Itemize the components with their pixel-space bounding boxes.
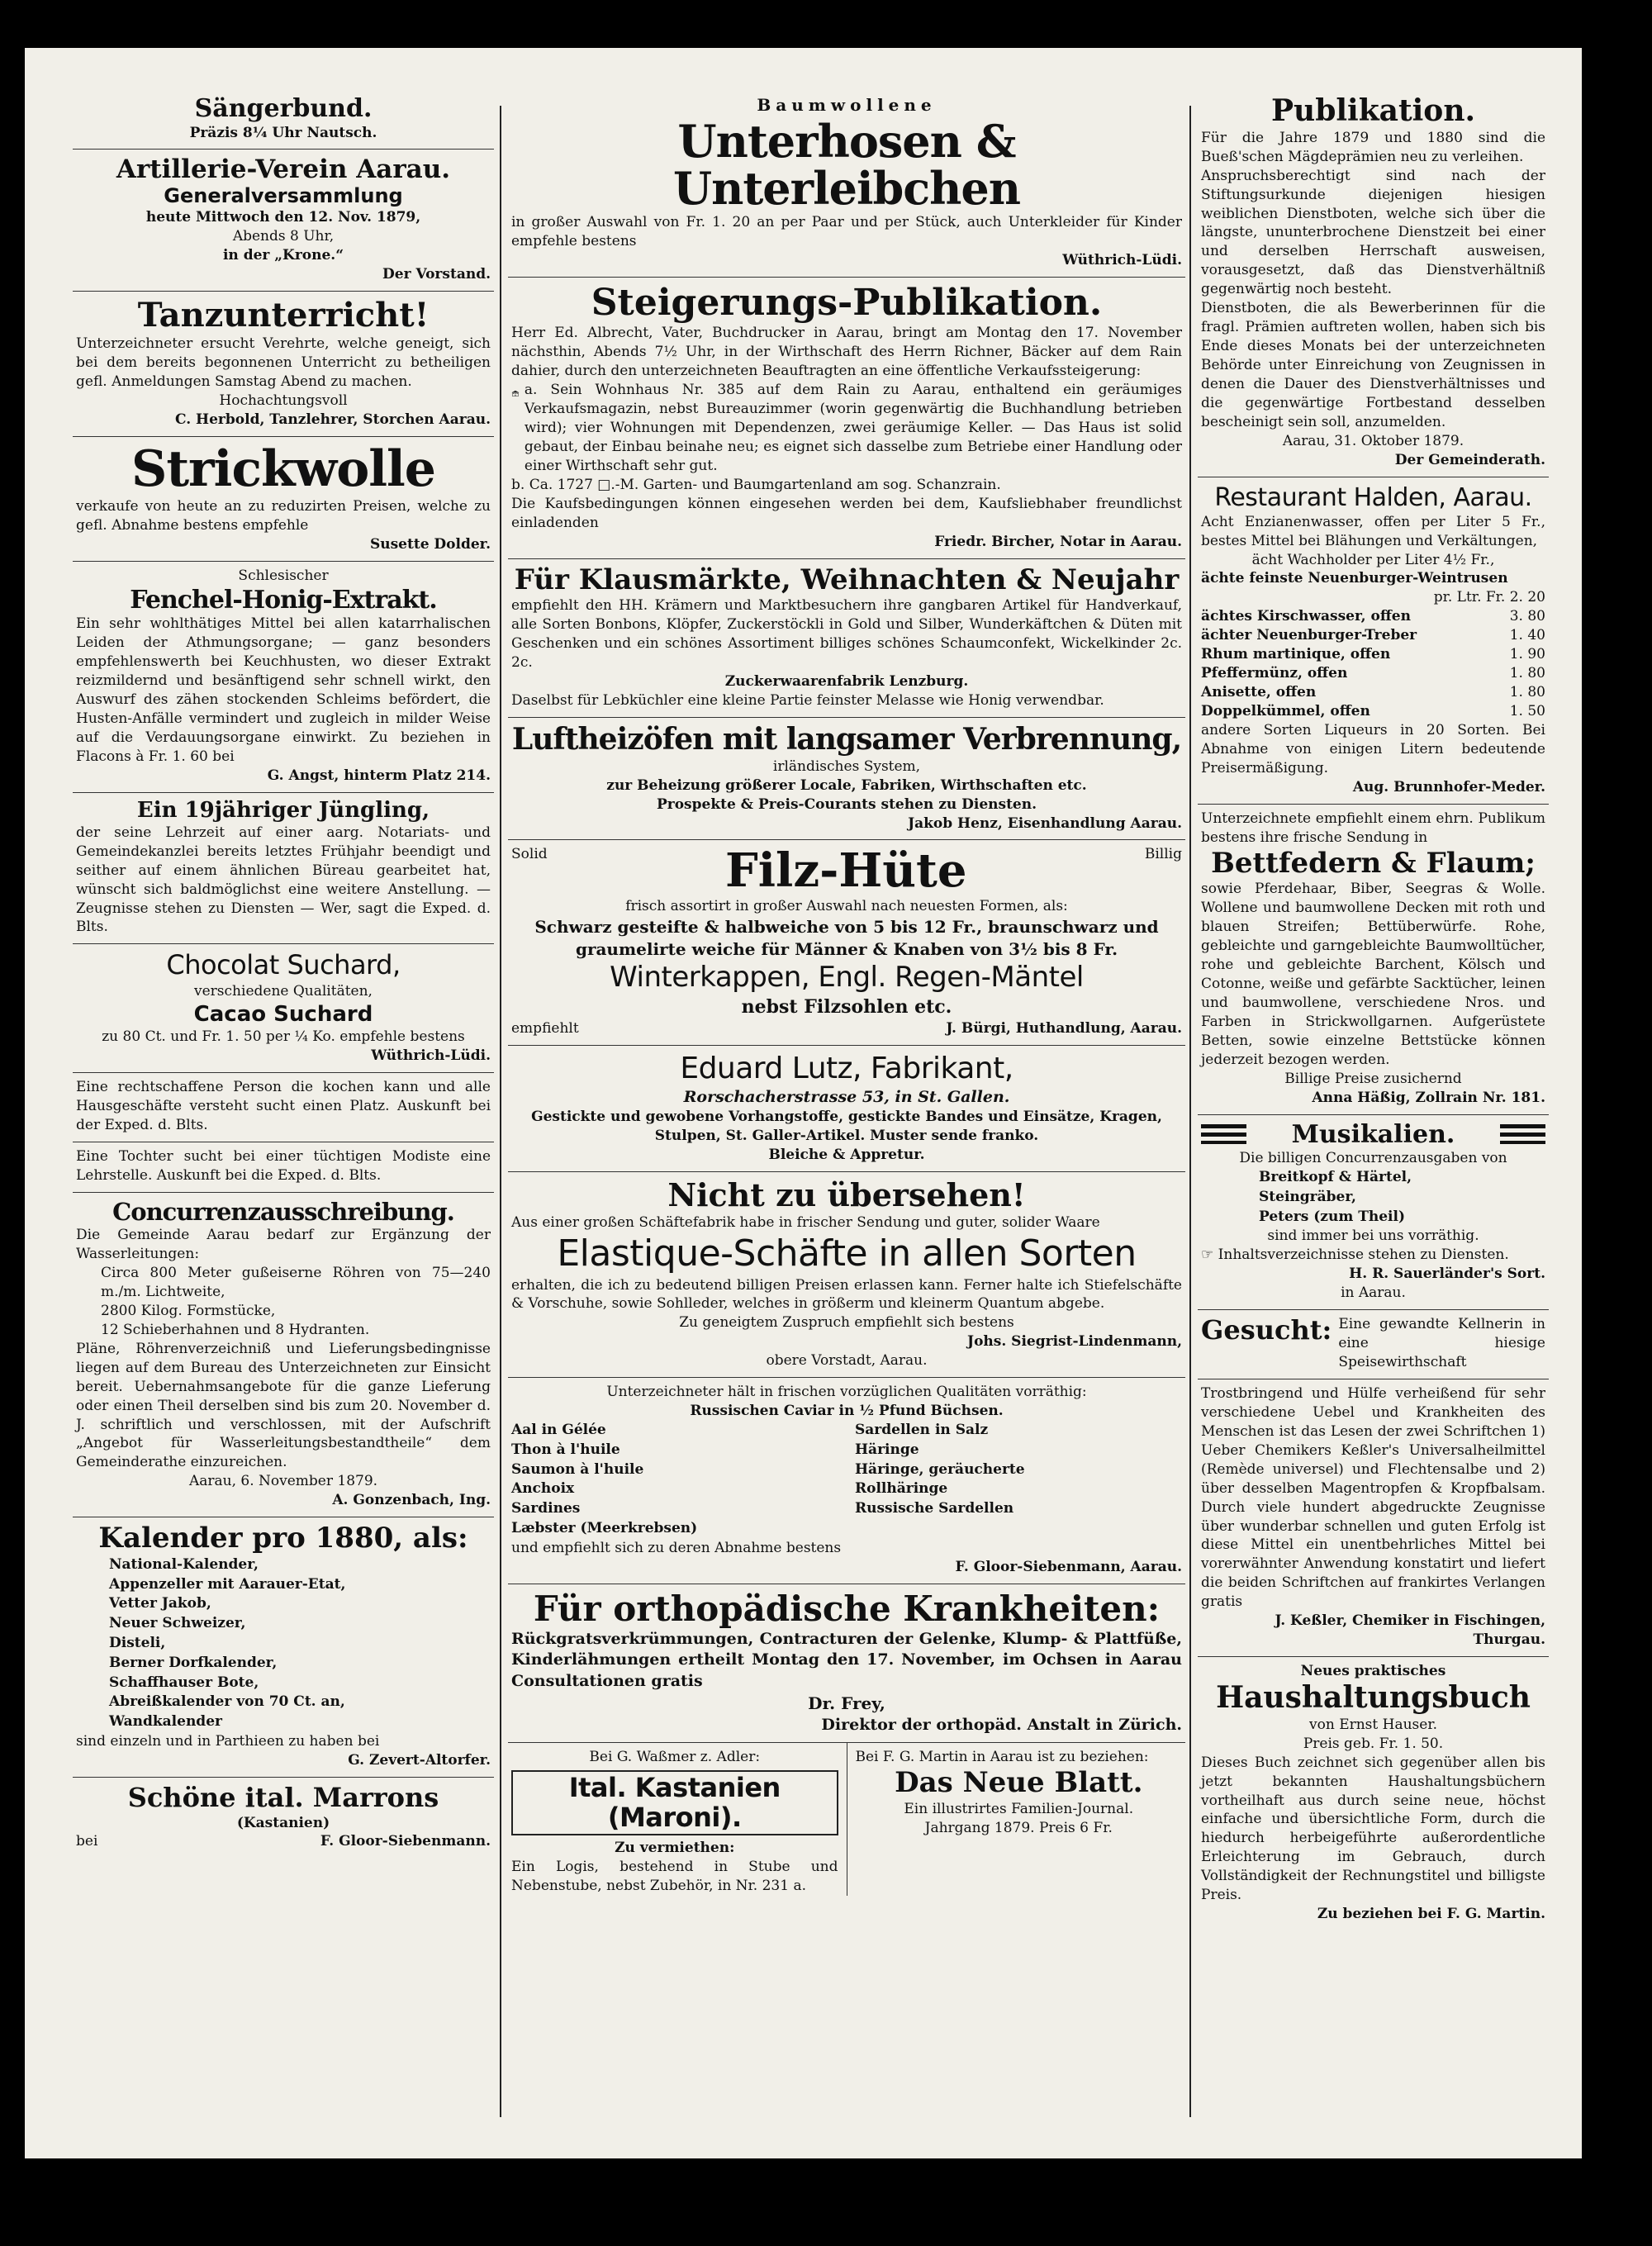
ad-signature: Zuckerwaarenfabrik Lenzburg. [724, 673, 969, 691]
column-rule [500, 106, 501, 2117]
ad-kalender [73, 1517, 494, 1778]
ad-line: Bleiche & Appretur. [768, 1147, 925, 1164]
ad-line: verschiedene Qualitäten, [194, 982, 373, 1000]
ad-artillerie [73, 150, 494, 292]
ad-title-row [1201, 1119, 1545, 1149]
ad-body: sind einzeln und in Parthieen zu haben bei [76, 1733, 380, 1750]
list-item: Saumon à l'huile [511, 1460, 644, 1478]
list-item: Häringe, geräucherte [855, 1460, 1025, 1478]
ad-pair [508, 1743, 1185, 1895]
ad-title: Musikalien. [1291, 1119, 1455, 1149]
ad-haushaltungsbuch [1198, 1657, 1549, 1930]
ad-line: nebst Filzsohlen etc. [741, 995, 952, 1018]
list-item: Sardellen in Salz [855, 1422, 989, 1439]
list-item: Russische Sardellen [855, 1500, 1014, 1517]
ad-line: Ein illustrirtes Familien-Journal. [904, 1801, 1134, 1817]
ad-body: Eine rechtschaffene Person die kochen kann und alle Hausgeschäfte versteht sucht einen Platz. Auskunft bei der Exped. d. Blts. [76, 1079, 491, 1133]
ad-pre: Bei F. G. Martin in Aarau ist zu beziehen: [855, 1749, 1149, 1766]
ad-signature: H. R. Sauerländer's Sort. [1349, 1265, 1545, 1283]
ad-title: Russischen Caviar in ½ Pfund Büchsen. [690, 1403, 1004, 1420]
ad-body-with-icon [511, 381, 1182, 476]
ad-signature: C. Herbold, Tanzlehrer, Storchen Aarau. [174, 411, 491, 428]
ad-title: Steigerungs-Publikation. [591, 282, 1103, 325]
ad-signature-2: Direktor der orthopäd. Anstalt in Zürich. [821, 1715, 1182, 1734]
ad-line: heute Mittwoch den 12. Nov. 1879, [145, 209, 421, 226]
ad-signature: Aug. Brunnhofer-Meder. [1352, 778, 1545, 795]
ad-signature: G. Zevert-Altorfer. [348, 1752, 491, 1769]
ad-body: andere Sorten Liqueurs in 20 Sorten. Bei Abnahme von einigen Litern bedeutende Preisermäßigung. [1201, 721, 1545, 776]
ad-line: frisch assortirt in großer Auswahl nach neuesten Formen, als: [625, 898, 1068, 915]
price-value: 1. 80 [1509, 665, 1545, 682]
ad-signature: Wüthrich-Lüdi. [1062, 252, 1182, 269]
ad-title: Bettfedern & Flaum; [1211, 846, 1536, 880]
ad-item: Circa 800 Meter gußeiserne Röhren von 75—240 m./m. Lichtweite, [101, 1265, 491, 1300]
ad-line: Prospekte & Preis-Courants stehen zu Diensten. [656, 795, 1037, 813]
list-item: Wandkalender [109, 1713, 222, 1731]
ad-title: Tanzunterricht! [137, 296, 430, 335]
ad-body: Für die Jahre 1879 und 1880 sind die Bueß'schen Mägdeprämien neu zu verleihen. [1201, 129, 1545, 165]
list-item: Rollhäringe [855, 1480, 948, 1498]
list-item: Anchoix [511, 1480, 575, 1498]
ad-pre: Bei G. Waßmer z. Adler: [589, 1749, 761, 1766]
ad-title: Luftheizöfen mit langsamer Verbrennung, [511, 721, 1182, 757]
ad-pre: Baumwollene [757, 95, 937, 115]
ad-title: Artillerie-Verein Aarau. [116, 154, 451, 185]
ad-title: Kalender pro 1880, als: [98, 1522, 468, 1555]
ad-line: zur Beheizung größerer Locale, Fabriken, Wirthschaften etc. [606, 776, 1087, 794]
list-item: Breitkopf & Härtel, [1259, 1168, 1412, 1185]
ad-body: empfiehlt den HH. Krämern und Marktbesuchern ihre gangbaren Artikel für Handverkauf, alle Sorten Bonbons, Klöpfer, Zuckerstöckli in Gold und Silber, Wunderkäftchen & Düten mit Geschenken und ein schönes Assortiment billiges schönes Schaumconfekt, Wickelkinder 2c. 2c. [511, 597, 1182, 672]
ad-trostbringend [1198, 1379, 1549, 1657]
price-value: 1. 40 [1509, 627, 1545, 644]
ad-body: Unterzeichneter ersucht Verehrte, welche geneigt, sich bei dem bereits begonnenen Unterricht zu betheiligen gefl. Anmeldungen Samstag Abend zu machen. [76, 335, 491, 390]
column-left [73, 89, 494, 1858]
ad-signature: F. Gloor-Siebenmann, Aarau. [955, 1558, 1182, 1575]
ad-line: Schwarz gesteifte & halbweiche von 5 bis 12 Fr., braunschwarz und graumelirte weiche für Männer & Knaben von 3½ bis 8 Fr. [534, 917, 1159, 960]
ad-body: Acht Enzianenwasser, offen per Liter 5 Fr., bestes Mittel bei Blähungen und Verkältungen, [1201, 513, 1545, 549]
column-rule [1189, 106, 1191, 2117]
ad-line: Gestickte und gewobene Vorhangstoffe, gestickte Bandes und Einsätze, Kragen, Stulpen, St. Galler-Artikel. Muster sende franko. [531, 1109, 1162, 1145]
column-right [1198, 89, 1549, 1930]
list-item: Aal in Gélée [511, 1422, 606, 1439]
ad-line: ächte feinste Neuenburger-Weintrusen [1201, 570, 1508, 587]
table-row [1201, 626, 1545, 645]
price-value: 1. 90 [1509, 646, 1545, 663]
ornament-bars-icon [1500, 1124, 1545, 1144]
ad-line: irländisches System, [772, 757, 921, 775]
ad-body: Trostbringend und Hülfe verheißend für sehr verschiedene Uebel und Krankheiten des Menschen ist das Lesen der zwei Schriftchen 1) Ueber Chemikers Keßler's Universalheilmittel (Remède universel) und Flechtensalbe und 2) über desselben Magentropfen & Kropfbalsam. Durch viele hundert abgedruckte Zeugnisse über wunderbar schnellen und guten Erfolg ist diese Mittel ein unentbehrliches Mittel bei vorerwähnter Anwendung konstatirt und liefert die beiden Schriftchen auf frankirtes Verlangen gratis [1201, 1384, 1545, 1611]
house-icon [511, 381, 520, 406]
ad-filzhuete [508, 840, 1185, 1046]
ad-halden [1198, 477, 1549, 805]
price-value: 1. 80 [1509, 684, 1545, 701]
ad-person [73, 1073, 494, 1142]
ad-line: Abends 8 Uhr, [232, 228, 335, 245]
table-row [1201, 664, 1545, 683]
ad-signature: Friedr. Bircher, Notar in Aarau. [934, 533, 1182, 550]
ad-nicht-uebersehen [508, 1172, 1185, 1378]
list-item: Thon à l'huile [511, 1441, 620, 1458]
column-middle [508, 89, 1185, 1896]
ad-body: erhalten, die ich zu bedeutend billigen Preisen erlassen kann. Ferner halte ich Stiefelschäfte & Vorschuhe, sowie Sohlleder, welches in größerm und kleinerm Quantum abgebe. [511, 1276, 1182, 1313]
price-value: pr. Ltr. Fr. 2. 20 [1433, 589, 1545, 606]
ad-body: Dieses Buch zeichnet sich gegenüber allen bis jetzt bekannten Haushaltungsbüchern vortheilhaft aus durch seine neue, höchst einfache und übersichtliche Form, durch die hiedurch herbeigeführte außerordentliche Erleichterung im Gebrauch, durch Vollständigkeit der Rechnungstitel und billigste Preis. [1201, 1754, 1545, 1904]
ad-strickwolle [73, 437, 494, 562]
ad-signature: Anna Häßig, Zollrain Nr. 181. [1312, 1089, 1545, 1106]
ad-concurrenz [73, 1193, 494, 1518]
ad-suchard [73, 944, 494, 1073]
ad-address: in Aarau. [1341, 1284, 1406, 1302]
table-row [1201, 702, 1545, 721]
ad-address: obere Vorstadt, Aarau. [766, 1352, 928, 1370]
ad-line: Jahrgang 1879. Preis 6 Fr. [924, 1819, 1113, 1836]
ad-body: und empfiehlt sich zu deren Abnahme bestens [511, 1539, 842, 1556]
ad-title: Nicht zu übersehen! [667, 1176, 1026, 1214]
ad-signature: Dr. Frey, [808, 1693, 885, 1713]
ad-pre: empfiehlt [511, 1020, 579, 1038]
ad-signature: A. Gonzenbach, Ing. [332, 1492, 491, 1509]
ad-body: Dienstboten, die als Bewerberinnen für die fragl. Prämien auftreten wollen, haben sich bis Ende dieses Monats bei der unterzeichneten Behörde unter Einreichung von Zeugnissen in denen die Dauer des Dienstverhältnisses und die gegenwärtige Fortbestand desselben bescheinigt sein soll, anzumelden. [1201, 300, 1545, 430]
ad-title-row [511, 845, 1182, 897]
ad-signature: Wüthrich-Lüdi. [371, 1047, 491, 1065]
ad-title: Restaurant Halden, Aarau. [1214, 482, 1532, 512]
ad-body: Aus einer großen Schäftefabrik habe in frischer Sendung und guter, solider Waare [511, 1214, 1100, 1232]
price-item: Rhum martinique, offen [1201, 646, 1391, 663]
ad-title: Sängerbund. [194, 94, 373, 123]
price-value: 3. 80 [1509, 608, 1545, 625]
table-row [1201, 645, 1545, 664]
ad-neue-blatt [847, 1743, 1186, 1895]
ad-date: Aarau, 31. Oktober 1879. [1282, 432, 1464, 449]
ad-body: a. Sein Wohnhaus Nr. 385 auf dem Rain zu Aarau, enthaltend ein geräumiges Verkaufsmagazin, nebst Bureauzimmer (worin gegenwärtig die Buchhandlung betrieben wird); vier Wohnungen mit Dependenzen, zwei geräumige Keller. — Das Haus ist solid gebaut, der Einbau beinahe neu; es eignet sich dasselbe zum Betriebe einer Handlung oder einer Wirthschaft sehr gut. [524, 382, 1182, 474]
list-item: Vetter Jakob, [109, 1595, 211, 1612]
table-row [1201, 607, 1545, 626]
ad-title: Haushaltungsbuch [1216, 1680, 1531, 1715]
list-item: Peters (zum Theil) [1259, 1208, 1406, 1225]
ad-tag: Solid [511, 846, 548, 863]
ad-klausmaerkte [508, 559, 1185, 718]
ad-title: Gesucht: [1201, 1314, 1332, 1346]
ad-tanzunterricht [73, 292, 494, 437]
ad-tag: Billig [1144, 846, 1182, 863]
ad-title: Das Neue Blatt. [895, 1766, 1143, 1800]
ad-item: 2800 Kilog. Formstücke, [101, 1302, 276, 1319]
ad-signature: Der Vorstand. [382, 266, 491, 283]
ad-title: Concurrenzausschreibung. [112, 1197, 454, 1226]
list-item: Appenzeller mit Aarauer-Etat, [109, 1575, 346, 1593]
ad-pre: Neues praktisches [1300, 1663, 1446, 1680]
ad-text: Inhaltsverzeichnisse stehen zu Diensten. [1218, 1246, 1509, 1264]
ad-line: Zu geneigtem Zuspruch empfiehlt sich bestens [679, 1314, 1014, 1332]
ad-body: Unterzeichnete empfiehlt einem ehrn. Publikum bestens ihre frische Sendung in [1201, 810, 1545, 846]
ad-title-2: Elastique-Schäfte in allen Sorten [557, 1232, 1137, 1275]
price-value: 1. 50 [1509, 703, 1545, 720]
price-item: ächtes Kirschwasser, offen [1201, 608, 1411, 625]
ad-title: Chocolat Suchard, [166, 949, 401, 981]
list-item: Abreißkalender von 70 Ct. an, [109, 1693, 345, 1711]
ad-body: Anspruchsberechtigt sind nach der Stiftungsurkunde diejenigen hiesigen weiblichen Dienstboten, welche sich über die längste, ununterbrochene Dienstzeit bei einer und derselben Herrschaft ausweisen, vorausgesetzt, daß das Dienstverhältniß gegenwärtig noch besteht. [1201, 167, 1545, 298]
ad-line: Preis geb. Fr. 1. 50. [1303, 1735, 1444, 1752]
ad-heading: Generalversammlung [164, 183, 403, 207]
ad-body: in großer Auswahl von Fr. 1. 20 an per Paar und per Stück, auch Unterkleider für Kinder empfehle bestens [511, 214, 1182, 250]
ad-signature-row [76, 1832, 491, 1851]
price-item: ächter Neuenburger-Treber [1201, 627, 1417, 644]
list-item: Schaffhauser Bote, [109, 1674, 259, 1691]
ad-musikalien [1198, 1115, 1549, 1311]
ad-line: Rorschacherstrasse 53, in St. Gallen. [683, 1087, 1010, 1106]
ad-gesucht [1198, 1310, 1549, 1379]
ad-signature: Johs. Siegrist-Lindenmann, [967, 1333, 1182, 1351]
ad-title: Strickwolle [131, 439, 435, 498]
ad-line: Die billigen Concurrenzausgaben von [1239, 1150, 1507, 1167]
ad-body: Die Kaufsbedingungen können eingesehen werden bei dem, Kaufsliebhaber freundlichst einladenden [511, 495, 1182, 531]
ad-luftheizoefen [508, 718, 1185, 841]
table-row [1201, 588, 1545, 607]
ad-title: Fenchel-Honig-Extrakt. [130, 585, 437, 615]
ad-body: b. Ca. 1727 □.-M. Garten- und Baumgartenland am sog. Schanzrain. [511, 476, 1001, 493]
ad-subtitle: (Kastanien) [236, 1814, 330, 1831]
ornament-bars-icon [1201, 1124, 1246, 1144]
ad-subtitle: Präzis 8¼ Uhr Nautsch. [189, 124, 377, 141]
ad-signature: Zu beziehen bei F. G. Martin. [1317, 1906, 1545, 1923]
ad-signature: J. Bürgi, Huthandlung, Aarau. [946, 1020, 1182, 1038]
ad-fenchel [73, 562, 494, 793]
ad-tochter [73, 1142, 494, 1193]
price-item: Anisette, offen [1201, 684, 1317, 701]
ad-signature: F. Gloor-Siebenmann. [320, 1833, 491, 1850]
ad-title: Ein 19jähriger Jüngling, [136, 797, 430, 823]
ad-title: Für Klausmärkte, Weihnachten & Neujahr [514, 563, 1180, 596]
ad-body: Ein Logis, bestehend in Stube und Nebenstube, nebst Zubehör, in Nr. 231 a. [511, 1858, 838, 1894]
pointing-hand-icon: ☞ [1201, 1246, 1218, 1264]
list-item: Berner Dorfkalender, [109, 1654, 278, 1671]
ad-line [1201, 1246, 1545, 1265]
ad-title: Publikation. [1270, 93, 1476, 128]
ad-juengling [73, 793, 494, 945]
ad-body: verkaufe von heute an zu reduzirten Preisen, welche zu gefl. Abnahme bestens empfehle [76, 497, 491, 534]
product-list [511, 1421, 1182, 1539]
publisher-list [1201, 1168, 1545, 1227]
ad-line: in der „Krone.“ [222, 247, 344, 264]
newspaper-page [25, 48, 1582, 2158]
ad-date: Aarau, 6. November 1879. [188, 1473, 378, 1490]
ad-signature: Jakob Henz, Eisenhandlung Aarau. [908, 814, 1182, 832]
list-item: Sardines [511, 1500, 581, 1517]
ad-signature: J. Keßler, Chemiker in Fischingen, Thurgau. [1275, 1612, 1545, 1649]
list-item: National-Kalender, [109, 1555, 259, 1573]
kalender-list [76, 1555, 491, 1732]
ad-title: Für orthopädische Krankheiten: [533, 1588, 1161, 1629]
ad-line: zu 80 Ct. und Fr. 1. 50 per ¼ Ko. empfehle bestens [102, 1028, 465, 1046]
list-item: Disteli, [109, 1635, 166, 1652]
ad-line: Unterzeichneter hält in frischen vorzüglichen Qualitäten vorräthig: [606, 1384, 1087, 1401]
ad-title-2: Cacao Suchard [193, 1001, 373, 1027]
list-item: Læbster (Meerkrebsen) [511, 1520, 698, 1537]
ad-line: von Ernst Hauser. [1309, 1716, 1437, 1733]
ad-caviar [508, 1378, 1185, 1584]
price-item: Pfeffermünz, offen [1201, 665, 1348, 682]
price-list [1201, 588, 1545, 721]
ad-title: Schöne ital. Marrons [127, 1781, 439, 1813]
ad-body: sowie Pferdehaar, Biber, Seegras & Wolle. Wollene und baumwollene Decken mit roth und blauen Streifen; Bettüberwürfe. Rohe, gebleichte und garngebleichte Baumwolltücher, rohe und gebleichte Barchent, Kölsch und Cotonne, weiße und gefärbte Sacktücher, leinen und baumwollene, verschiedene Nros. und Farben in Strickwollgarnen. Aufgerüstete Betten, sowie einzelne Bettstücke können jederzeit bezogen werden. [1201, 881, 1545, 1068]
ad-heading: Zu vermiethen: [615, 1839, 735, 1856]
ad-signature: G. Angst, hinterm Platz 214. [267, 767, 491, 784]
ad-orthopaedisch [508, 1584, 1185, 1744]
ad-bettfedern [1198, 805, 1549, 1115]
ad-lutz [508, 1046, 1185, 1172]
list-item: Häringe [855, 1441, 919, 1458]
ad-line: ächt Wachholder per Liter 4½ Fr., [1251, 551, 1495, 568]
table-row [1201, 683, 1545, 702]
ad-body: Herr Ed. Albrecht, Vater, Buchdrucker in Aarau, bringt am Montag den 17. November nächsthin, Abends 7½ Uhr, in der Wirthschaft des Herrn Richner, Bäcker auf dem Rain dahier, durch den unterzeichneten Beauftragten an eine öffentliche Verkaufssteigerung: [511, 325, 1182, 380]
ad-publikation [1198, 89, 1549, 477]
ad-body: Eine gewandte Kellnerin in eine hiesige Speisewirthschaft [1338, 1316, 1545, 1370]
ad-title: Unterhosen & Unterleibchen [672, 115, 1020, 215]
ad-signature: Susette Dolder. [369, 535, 491, 553]
ad-body: Die Gemeinde Aarau bedarf zur Ergänzung der Wasserleitungen: [76, 1227, 491, 1263]
ad-body: Ein sehr wohlthätiges Mittel bei allen katarrhalischen Leiden der Athmungsorgane; — ganz besonders empfehlenswerth bei Keuchhusten, wo dieser Extrakt reizmildernd und besänftigend sehr schnell wirkt, den Auswurf des zähen stockenden Schleims befördert, die Husten-Anfälle vermindert und zugleich in milder Weise auf die Verdauungsorgane einwirkt. Zu beziehen in Flacons à Fr. 1. 60 bei [76, 615, 491, 765]
ad-marrons [73, 1778, 494, 1858]
ad-steigerung [508, 278, 1185, 558]
ad-unterhosen [508, 89, 1185, 278]
ad-pre: Schlesischer [238, 567, 329, 584]
ad-title-2: Winterkappen, Engl. Regen-Mäntel [610, 961, 1084, 995]
ad-title: Eduard Lutz, Fabrikant, [680, 1052, 1014, 1086]
ad-line: Billige Preise zusichernd [1284, 1070, 1462, 1087]
ad-body: Rückgratsverkrümmungen, Contracturen der Gelenke, Klump- & Plattfüße, Kinderlähmungen ertheilt Montag den 17. November, im Ochsen in Aarau Consultationen gratis [511, 1629, 1182, 1691]
list-item: Steingräber, [1259, 1188, 1356, 1205]
ad-item: 12 Schieberhahnen und 8 Hydranten. [101, 1321, 370, 1338]
ad-signature: Der Gemeinderath. [1394, 451, 1545, 468]
ad-signature-row [511, 1019, 1182, 1038]
ad-line: sind immer bei uns vorräthig. [1267, 1227, 1479, 1245]
ad-body: Eine Tochter sucht bei einer tüchtigen Modiste eine Lehrstelle. Auskunft bei die Exped. d. Blts. [76, 1147, 491, 1184]
ad-title: Filz-Hüte [725, 843, 967, 899]
ad-body: der seine Lehrzeit auf einer aarg. Notariats- und Gemeindekanzlei bereits letztes Frühjahr beendigt und seither auf einem ähnlichen Büreau gearbeitet hat, wünscht sich baldmöglichst eine weitere Anstellung. — Zeugnisse stehen zu Diensten — Wer, sagt die Exped. d. Blts. [76, 824, 491, 936]
ad-saengerbund [73, 89, 494, 150]
ad-maroni [508, 1743, 847, 1895]
ad-body: Daselbst für Lebküchler eine kleine Partie feinster Melasse wie Honig verwendbar. [511, 692, 1104, 709]
ad-line: Hochachtungsvoll [219, 392, 348, 409]
price-item: Doppelkümmel, offen [1201, 703, 1370, 720]
ad-body: Pläne, Röhrenverzeichniß und Lieferungsbedingnisse liegen auf dem Bureau des Unterzeichneten zur Einsicht bereit. Uebernahmsangebote für die ganze Lieferung oder einen Theil derselben sind bis zum 20. November d. J. schriftlich und verschlossen, mit der Aufschrift „Angebot für Wasserleitungsbestandtheile“ dem Gemeinderathe einzureichen. [76, 1340, 491, 1471]
list-item: Neuer Schweizer, [109, 1615, 246, 1632]
ad-pre: bei [76, 1833, 98, 1850]
ad-title: Ital. Kastanien (Maroni). [511, 1770, 838, 1835]
